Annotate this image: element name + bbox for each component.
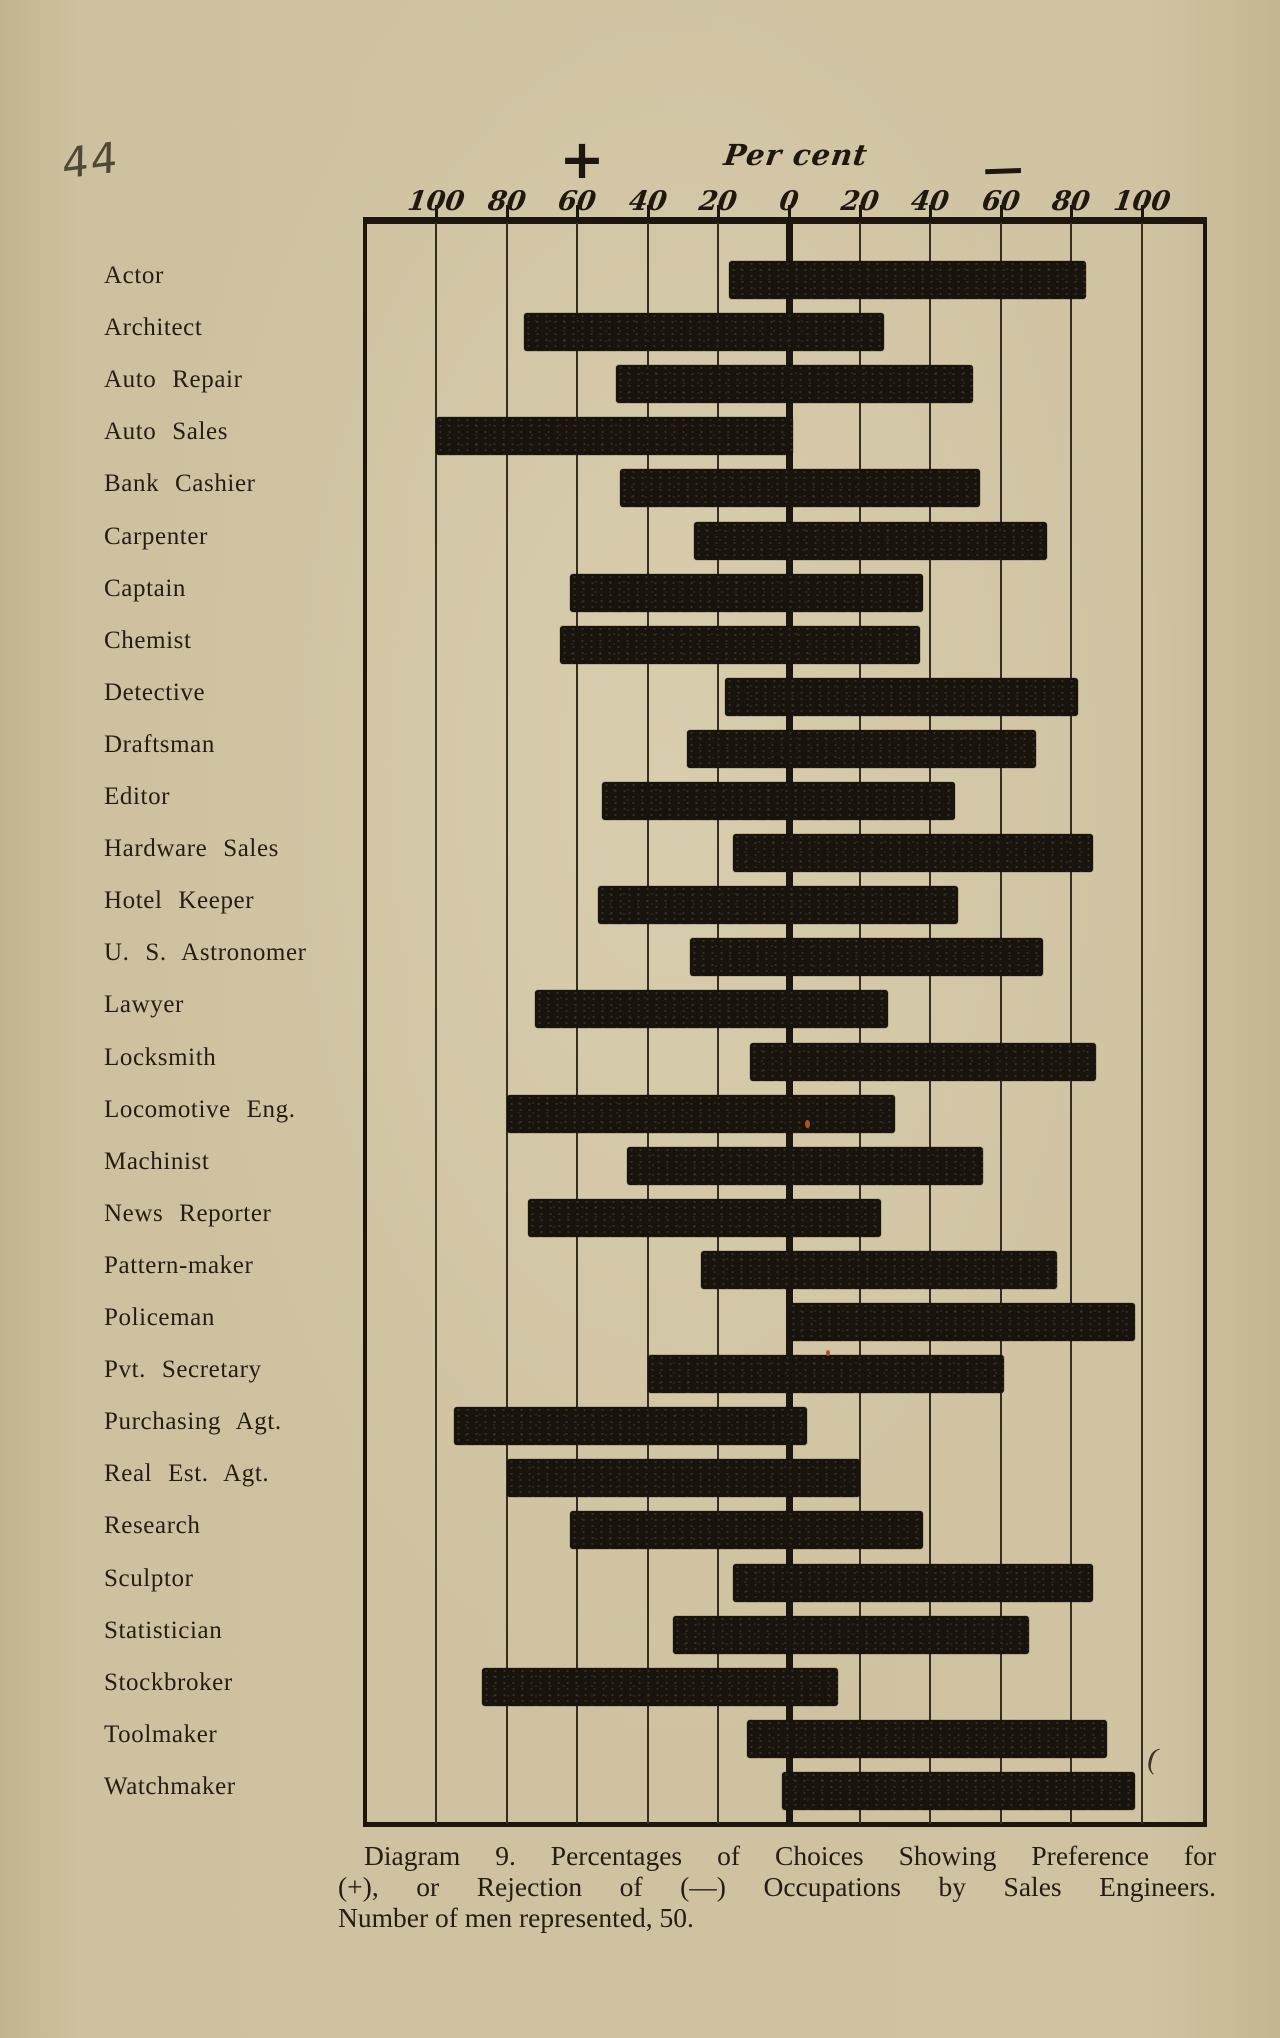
occupation-label: Locksmith <box>104 1043 217 1071</box>
occupation-label: Architect <box>104 314 203 342</box>
chart-frame-top <box>363 217 1207 224</box>
axis-title: Per cent <box>721 138 871 172</box>
axis-tick-label: 20 <box>838 186 881 217</box>
figure-caption <box>338 1840 1216 1933</box>
bar <box>648 1355 1005 1393</box>
bar <box>733 834 1093 872</box>
occupation-label: Toolmaker <box>104 1720 218 1748</box>
bar <box>570 574 923 612</box>
bar <box>782 1772 1135 1810</box>
bar <box>627 1147 984 1185</box>
occupation-label: Sculptor <box>104 1564 194 1592</box>
occupation-label: Actor <box>104 262 164 289</box>
bar <box>725 678 1078 716</box>
occupation-label: Pattern-maker <box>104 1251 254 1279</box>
bar <box>507 1095 895 1133</box>
bar <box>535 990 888 1028</box>
occupation-label: Detective <box>104 678 206 706</box>
occupation-label: Policeman <box>104 1304 215 1331</box>
axis-tick-label: 60 <box>556 186 599 217</box>
axis-tick-label: 60 <box>979 186 1022 217</box>
bar <box>436 417 793 455</box>
bar <box>524 313 884 351</box>
chart-frame-right <box>1203 217 1207 1825</box>
occupation-label: Purchasing Agt. <box>104 1408 282 1436</box>
occupation-label: Editor <box>104 783 171 810</box>
bar <box>454 1407 807 1445</box>
occupation-label: Chemist <box>104 626 192 654</box>
axis-tick-label: 100 <box>405 186 467 217</box>
axis-tick-label: 20 <box>697 186 740 217</box>
bar <box>733 1564 1093 1602</box>
caption-line-1: Diagram 9. Percentages of Choices Showing Preference for <box>364 1840 1216 1871</box>
occupation-label: Auto Sales <box>104 418 229 446</box>
axis-tick-label: 0 <box>777 186 801 217</box>
bar <box>729 261 1086 299</box>
chart-frame-bottom <box>363 1822 1207 1827</box>
occupation-label: Hotel Keeper <box>104 887 255 915</box>
occupation-label: News Reporter <box>104 1199 272 1227</box>
bar <box>687 730 1036 768</box>
occupation-label: Machinist <box>104 1147 210 1175</box>
occupation-label: Draftsman <box>104 730 215 758</box>
axis-tick-label: 40 <box>909 186 952 217</box>
occupation-label: Locomotive Eng. <box>104 1095 296 1123</box>
bar <box>620 469 980 507</box>
bar <box>747 1720 1107 1758</box>
gridline <box>435 223 437 1824</box>
occupation-label: Bank Cashier <box>104 470 256 498</box>
occupation-label: Research <box>104 1512 201 1540</box>
bar <box>598 886 958 924</box>
occupation-label: Captain <box>104 574 186 602</box>
occupation-label: Real Est. Agt. <box>104 1460 270 1488</box>
plus-sign-axis-symbol: + <box>559 128 605 191</box>
occupation-label: Lawyer <box>104 991 184 1019</box>
bar <box>602 782 955 820</box>
occupation-label: Statistician <box>104 1616 223 1644</box>
caption-line-3: Number of men represented, 50. <box>338 1902 694 1933</box>
occupation-label: Stockbroker <box>104 1668 233 1696</box>
bar <box>482 1668 839 1706</box>
occupation-label: Watchmaker <box>104 1772 236 1800</box>
bar <box>690 938 1043 976</box>
axis-tick-label: 80 <box>485 186 528 217</box>
axis-tick-label: 80 <box>1050 186 1093 217</box>
minus-sign-axis-symbol: — <box>982 145 1024 193</box>
bar <box>560 626 920 664</box>
bar <box>701 1251 1058 1289</box>
occupation-label: U. S. Astronomer <box>104 939 307 967</box>
bar <box>616 365 973 403</box>
bar <box>750 1043 1096 1081</box>
ink-speck <box>826 1350 830 1356</box>
chart-frame-left <box>363 217 367 1825</box>
bar <box>694 522 1047 560</box>
bar <box>570 1511 923 1549</box>
stray-mark: ( <box>1144 1741 1162 1776</box>
occupation-label: Carpenter <box>104 522 208 550</box>
occupation-label: Auto Repair <box>104 366 243 394</box>
occupation-label: Hardware Sales <box>104 835 279 863</box>
handwritten-page-number: 44 <box>61 132 120 189</box>
bar <box>528 1199 881 1237</box>
gridline <box>1141 223 1143 1824</box>
gridline <box>506 223 508 1824</box>
bar <box>673 1616 1030 1654</box>
bar <box>507 1459 860 1497</box>
occupation-label: Pvt. Secretary <box>104 1356 262 1384</box>
axis-tick-label: 40 <box>626 186 669 217</box>
axis-tick-label: 100 <box>1111 186 1173 217</box>
bar <box>789 1303 1135 1341</box>
caption-line-2: (+), or Rejection of (—) Occupations by Sales Engineers. <box>338 1871 1216 1902</box>
ink-speck <box>805 1120 810 1128</box>
